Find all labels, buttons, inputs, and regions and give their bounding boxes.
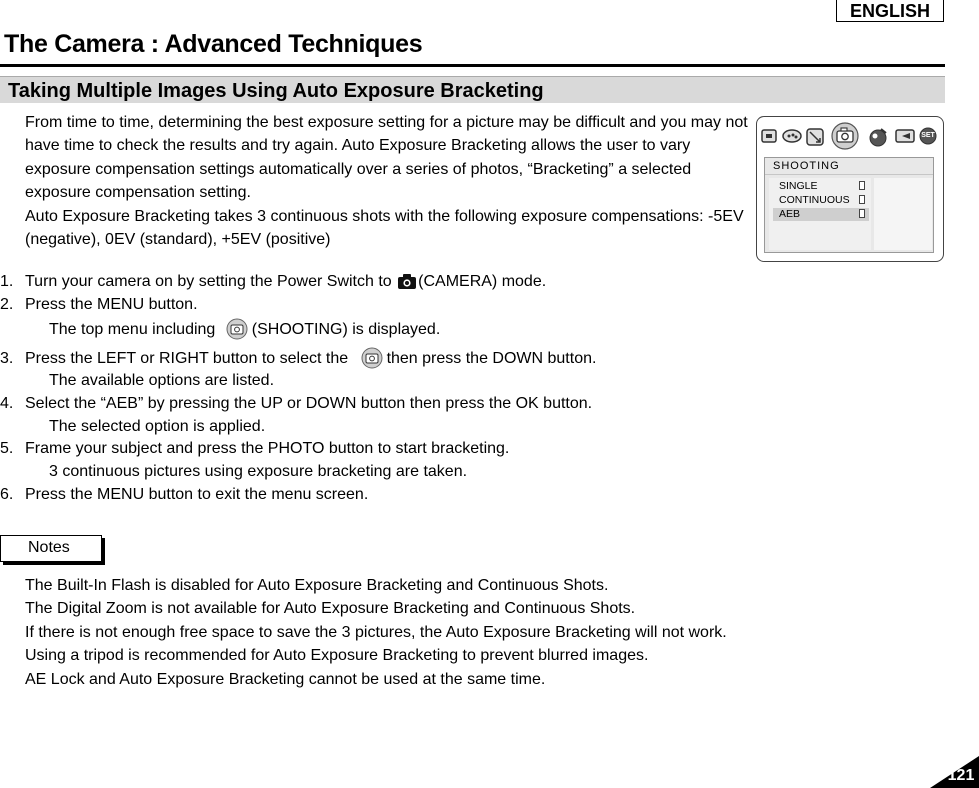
shooting-menu-icon	[226, 318, 248, 340]
step-4-result: The selected option is applied.	[49, 418, 266, 435]
step-6: 6. Press the MENU button to exit the menu screen.	[0, 486, 369, 503]
step-5: 5. Frame your subject and press the PHOTO button to start bracketing.	[0, 440, 510, 457]
sharpness-icon	[894, 127, 916, 145]
shooting-icon	[829, 121, 861, 151]
intro-paragraph-1: From time to time, determining the best exposure setting for a picture may be difficult and you may not have time to check the results and try again. Auto Exposure Bracketing allows the user to vary exposure compensation settings automatically over a series of photos, “Bracketing” a selected exposure compensation setting.	[25, 114, 748, 202]
lcd-option-single: SINGLE	[773, 180, 869, 193]
notes-list	[25, 574, 785, 691]
step-2-result: The top menu including (SHOOTING) is displayed.	[49, 318, 440, 340]
aeb-icon	[859, 209, 865, 218]
step-2: 2. Press the MENU button.	[0, 296, 198, 313]
step-5-result: 3 continuous pictures using exposure bracketing are taken.	[49, 463, 468, 480]
effect-icon	[867, 127, 889, 147]
title-divider	[0, 64, 945, 67]
size-icon	[760, 127, 778, 145]
step-3-result: The available options are listed.	[49, 372, 275, 389]
notes-label: Notes	[0, 535, 102, 562]
set-label: SET	[921, 132, 935, 139]
intro-text	[25, 111, 755, 251]
intro-paragraph-2: Auto Exposure Bracketing takes 3 continuous shots with the following exposure compensations: -5EV (negative), 0EV (standard), +5EV (positive)	[25, 207, 744, 249]
camera-mode-icon	[397, 273, 417, 290]
step-3: 3. Press the LEFT or RIGHT button to select the then press the DOWN button.	[0, 347, 596, 369]
lcd-preview-area	[874, 178, 932, 250]
page-number: 121	[947, 767, 975, 784]
lcd-menu-illustration	[756, 116, 944, 262]
section-heading-bar	[0, 76, 945, 103]
lcd-option-aeb: AEB	[773, 208, 869, 221]
section-title: Taking Multiple Images Using Auto Exposure Bracketing	[8, 80, 544, 102]
metering-icon	[805, 127, 825, 147]
language-tab: ENGLISH	[836, 0, 944, 22]
lcd-option-list	[769, 178, 871, 250]
note-item: The Digital Zoom is not available for Auto Exposure Bracketing and Continuous Shots.	[25, 600, 636, 618]
shooting-menu-icon	[361, 347, 383, 369]
lcd-option-continuous: CONTINUOUS	[773, 194, 869, 207]
lcd-menu-header: SHOOTING	[765, 158, 933, 175]
lcd-menu-panel	[764, 157, 934, 253]
note-item: AE Lock and Auto Exposure Bracketing cannot be used at the same time.	[25, 670, 546, 688]
step-4: 4. Select the “AEB” by pressing the UP or DOWN button then press the OK button.	[0, 395, 593, 412]
continuous-shot-icon	[859, 195, 865, 204]
step-1: 1. Turn your camera on by setting the Power Switch to (CAMERA) mode.	[0, 273, 547, 290]
note-item: The Built-In Flash is disabled for Auto Exposure Bracketing and Continuous Shots.	[25, 577, 609, 594]
quality-icon	[781, 127, 803, 145]
single-shot-icon	[859, 181, 865, 190]
page-title: The Camera : Advanced Techniques	[4, 30, 423, 58]
note-item: If there is not enough free space to save the 3 pictures, the Auto Exposure Bracketing will not work.	[25, 623, 727, 641]
note-item: Using a tripod is recommended for Auto Exposure Bracketing to prevent blurred images.	[25, 647, 649, 665]
